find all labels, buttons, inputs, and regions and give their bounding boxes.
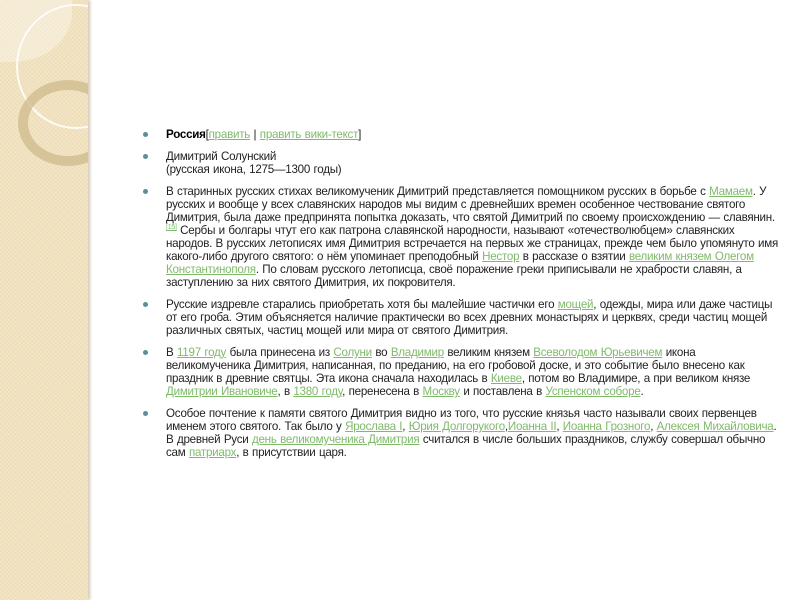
paragraph-text: В [166, 346, 177, 359]
bullet-icon [143, 411, 148, 416]
paragraph-text: во [371, 346, 391, 359]
wiki-link[interactable]: Москву [422, 385, 460, 398]
paragraph-text: Русские издревле старались приобретать хотя бы малейшие частички его [166, 298, 558, 311]
paragraph-text: Особое почтение к памяти святого Димитрия видно из того, что русские князья часто называли своих первенцев именем этого святого. Так было у [166, 407, 757, 433]
paragraph-text: , в присутствии царя. [236, 446, 347, 459]
wiki-link[interactable]: патриарх [188, 446, 237, 459]
bullet-item [143, 298, 778, 337]
wiki-link[interactable]: Киеве [490, 372, 522, 385]
wiki-link[interactable]: Иоанна Грозного [562, 420, 651, 433]
paragraph-text: , [650, 420, 657, 433]
paragraph-text: | [250, 128, 260, 141]
paragraph-text: . В древней Руси [166, 420, 777, 446]
wiki-link[interactable]: великим князем Олегом [628, 250, 754, 263]
bullet-icon [143, 302, 148, 307]
paragraph-text: , перенесена в [342, 385, 423, 398]
wiki-link[interactable]: Иоанна II [507, 420, 557, 433]
wiki-link[interactable]: Ярослава I [345, 420, 403, 433]
section-heading: Россия [166, 128, 206, 141]
paragraph-text: была принесена из [226, 346, 334, 359]
wiki-link[interactable]: [15] [166, 224, 177, 232]
paragraph-text: , [504, 420, 508, 433]
wiki-link[interactable]: Всеволодом Юрьевичем [533, 346, 663, 359]
paragraph-text: считался в числе больших праздников, службу совершал обычно сам [166, 433, 766, 459]
bullet-item [143, 128, 778, 141]
wiki-link[interactable]: Успенском соборе [545, 385, 641, 398]
paragraph-text: , одежды, мира или даже частицы от его гроба. Этим объясняется наличие практически во всех древних монастырях и церквях, среди частиц мощей различных святых, частиц мощей или мира от святого Димитрия. [166, 298, 773, 337]
wiki-link[interactable]: Нестор [482, 250, 520, 263]
wiki-link[interactable]: Димитрии Ивановиче [166, 385, 278, 398]
wiki-link[interactable]: день великомученика Димитрия [251, 433, 420, 446]
footnote-ref[interactable] [166, 224, 177, 231]
decorative-sidebar [0, 0, 88, 600]
wiki-link[interactable]: Алексея Михайловича [656, 420, 774, 433]
paragraph-text: . У русских и вообще у всех славянских народов мы видим с древнейших времен особенное чествование святого Димитрия, была даже предпринята попытка доказать, что святой Димитрий по своему происхождению — славянин. [166, 185, 775, 224]
wiki-link[interactable]: Владимир [390, 346, 444, 359]
paragraph-text: , [402, 420, 409, 433]
paragraph-text: , [556, 420, 563, 433]
wiki-link[interactable]: 1380 году [293, 385, 343, 398]
paragraph-text: в рассказе о взятии [519, 250, 629, 263]
bullet-icon [143, 350, 148, 355]
wiki-link[interactable]: Юрия Долгорукого [408, 420, 505, 433]
wiki-link[interactable]: править [208, 128, 251, 141]
paragraph-text: ] [358, 128, 362, 141]
wiki-link[interactable]: править вики-текст [259, 128, 359, 141]
bullet-icon [143, 154, 148, 159]
paragraph-text: (русская икона, 1275—1300 годы) [166, 163, 342, 176]
paragraph-text: , в [277, 385, 294, 398]
paragraph-text: [ [205, 128, 209, 141]
wiki-link[interactable]: Солуни [333, 346, 372, 359]
bullet-item [143, 150, 778, 176]
bullet-item [143, 346, 778, 398]
paragraph-text: икона великомученика Димитрия, написанная, по преданию, на его гробовой доске, и это событие было внесено как праздник в древние святцы. Эта икона сначала находилась в [166, 346, 745, 385]
paragraph-text: великим князем [443, 346, 534, 359]
paragraph-text: В старинных русских стихах великомученик Димитрий представляется помощником русских в борьбе с [166, 185, 710, 198]
paragraph-text: Димитрий Солунский [166, 150, 277, 163]
bullet-icon [143, 189, 148, 194]
paragraph-text: и поставлена в [459, 385, 546, 398]
bullet-item [143, 185, 778, 289]
wiki-link[interactable]: Мамаем [709, 185, 753, 198]
slide-content [143, 128, 778, 468]
paragraph-text: , потом во Владимире, а при великом князе [521, 372, 751, 385]
paragraph-text: . По словам русского летописца, своё поражение греки приписывали не храбрости славян, а заступлению за них святого Димитрия, их покровителя. [166, 263, 742, 289]
paragraph-text: . [640, 385, 644, 398]
paragraph-text: Сербы и болгары чтут его как патрона славянской народности, называют «отечестволюбцем» славянских народов. В русских летописях имя Димитрия встречается на первых же страницах, прежде чем было упомянуто имя какого-либо другого святого: о нём упоминает преподобный [166, 224, 778, 263]
wiki-link[interactable]: мощей [557, 298, 594, 311]
bullet-item [143, 407, 778, 459]
wiki-link[interactable]: 1197 году [176, 346, 227, 359]
wiki-link[interactable]: Константинополя [166, 263, 256, 276]
bullet-icon [143, 132, 148, 137]
